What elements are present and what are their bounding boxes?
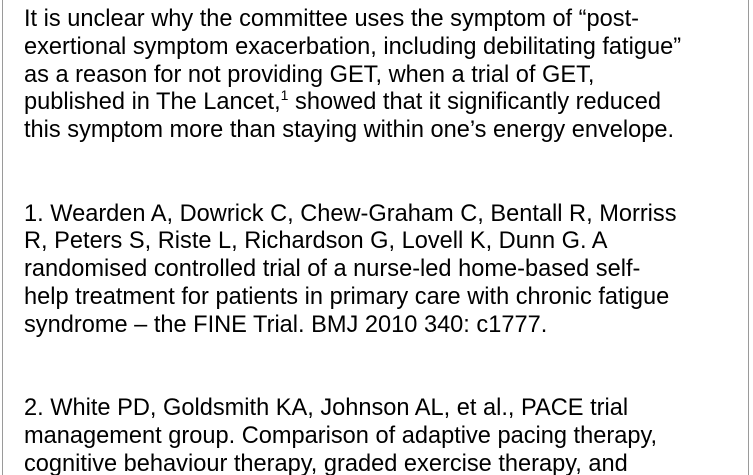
comment-cell xyxy=(24,6,744,475)
comment-text-continued: showed that it significantly reduced this symptom more than staying within one’s energy envelope. xyxy=(24,89,675,144)
table-border-left xyxy=(2,0,3,475)
reference-marker: 1 xyxy=(280,87,289,104)
table-border-right xyxy=(748,0,749,475)
comment-text: It is unclear why the committee uses the symptom of “post- exertional symptom exacerbation, including debilitating fatigue” as a reason for not providing GET, when a trial of GET, published in The Lancet, xyxy=(24,6,682,116)
reference-2: 2. White PD, Goldsmith KA, Johnson AL, et al., PACE trial management group. Comparison of adaptive pacing therapy, cognitive behaviour therapy, graded exercise therapy, and xyxy=(24,395,658,475)
paragraph-spacer xyxy=(24,367,744,395)
paragraph-spacer xyxy=(24,145,744,173)
paragraph-spacer xyxy=(24,173,744,201)
paragraph-spacer xyxy=(24,340,744,368)
comment-paragraph xyxy=(24,6,744,145)
reference-1: 1. Wearden A, Dowrick C, Chew-Graham C, Bentall R, Morriss R, Peters S, Riste L, Richardson G, Lovell K, Dunn G. A randomised controlled trial of a nurse-led home-based self- help treatment for patients in primary care with chronic fatigue syndrome – the FINE Trial. BMJ 2010 340: c1777. xyxy=(24,200,677,338)
